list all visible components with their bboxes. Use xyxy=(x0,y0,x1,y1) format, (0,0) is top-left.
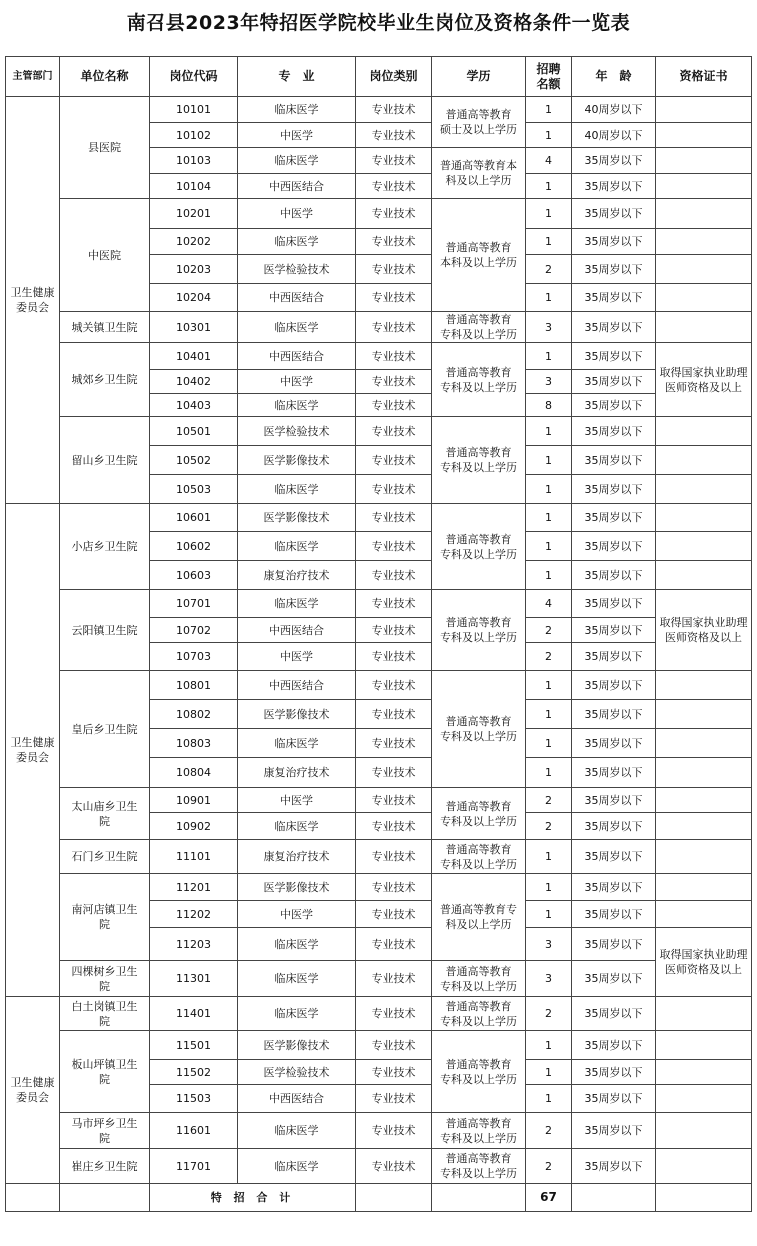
major-cell: 医学影像技术 xyxy=(238,1031,356,1060)
cert-cell xyxy=(656,174,752,199)
cert-cell xyxy=(656,758,752,788)
age-cell: 40周岁以下 xyxy=(572,97,656,123)
category-cell: 专业技术 xyxy=(356,370,432,394)
major-cell: 医学影像技术 xyxy=(238,874,356,901)
age-cell: 35周岁以下 xyxy=(572,532,656,561)
count-cell: 3 xyxy=(526,370,572,394)
cert-cell xyxy=(656,997,752,1031)
code-cell: 10101 xyxy=(150,97,238,123)
category-cell: 专业技术 xyxy=(356,1149,432,1184)
major-cell: 医学影像技术 xyxy=(238,446,356,475)
major-cell: 中医学 xyxy=(238,643,356,671)
age-cell: 35周岁以下 xyxy=(572,700,656,729)
cert-cell xyxy=(656,97,752,123)
age-cell: 35周岁以下 xyxy=(572,729,656,758)
cert-cell xyxy=(656,229,752,255)
code-cell: 10703 xyxy=(150,643,238,671)
table-row xyxy=(6,343,752,370)
code-cell: 10901 xyxy=(150,788,238,813)
count-cell: 1 xyxy=(526,174,572,199)
count-cell: 1 xyxy=(526,229,572,255)
code-cell: 10103 xyxy=(150,148,238,174)
count-cell: 1 xyxy=(526,700,572,729)
count-cell: 8 xyxy=(526,394,572,417)
age-cell: 35周岁以下 xyxy=(572,229,656,255)
category-cell: 专业技术 xyxy=(356,199,432,229)
major-cell: 中西医结合 xyxy=(238,174,356,199)
major-cell: 临床医学 xyxy=(238,148,356,174)
age-cell: 35周岁以下 xyxy=(572,618,656,643)
category-cell: 专业技术 xyxy=(356,590,432,618)
code-cell: 10702 xyxy=(150,618,238,643)
code-cell: 11401 xyxy=(150,997,238,1031)
cert-cell xyxy=(656,671,752,700)
age-cell: 35周岁以下 xyxy=(572,1149,656,1184)
unit-cell: 城关镇卫生院 xyxy=(60,312,150,343)
category-cell: 专业技术 xyxy=(356,618,432,643)
age-cell: 35周岁以下 xyxy=(572,148,656,174)
count-cell: 3 xyxy=(526,961,572,997)
major-cell: 康复治疗技术 xyxy=(238,840,356,874)
major-cell: 医学检验技术 xyxy=(238,1060,356,1085)
code-cell: 10801 xyxy=(150,671,238,700)
major-cell: 临床医学 xyxy=(238,394,356,417)
category-cell: 专业技术 xyxy=(356,671,432,700)
category-cell: 专业技术 xyxy=(356,97,432,123)
edu-cell: 普通高等教育 硕士及以上学历 xyxy=(432,97,526,148)
age-cell: 35周岁以下 xyxy=(572,961,656,997)
count-cell: 1 xyxy=(526,561,572,590)
code-cell: 10402 xyxy=(150,370,238,394)
category-cell: 专业技术 xyxy=(356,475,432,504)
cert-cell xyxy=(656,813,752,840)
total-empty xyxy=(572,1184,656,1212)
page-title: 南召县2023年特招医学院校毕业生岗位及资格条件一览表 xyxy=(126,12,631,34)
category-cell: 专业技术 xyxy=(356,1085,432,1113)
cert-cell xyxy=(656,532,752,561)
category-cell: 专业技术 xyxy=(356,446,432,475)
positions-table xyxy=(5,56,752,1212)
unit-cell: 留山乡卫生院 xyxy=(60,417,150,504)
category-cell: 专业技术 xyxy=(356,561,432,590)
edu-cell: 普通高等教育 本科及以上学历 xyxy=(432,199,526,312)
code-cell: 10202 xyxy=(150,229,238,255)
cert-cell xyxy=(656,475,752,504)
category-cell: 专业技术 xyxy=(356,229,432,255)
major-cell: 中医学 xyxy=(238,123,356,148)
unit-cell: 南河店镇卫生 院 xyxy=(60,874,150,961)
code-cell: 10601 xyxy=(150,504,238,532)
total-label: 特 招 合 计 xyxy=(150,1184,356,1212)
cert-cell: 取得国家执业助理 医师资格及以上 xyxy=(656,343,752,417)
code-cell: 10201 xyxy=(150,199,238,229)
code-cell: 10701 xyxy=(150,590,238,618)
code-cell: 11701 xyxy=(150,1149,238,1184)
count-cell: 1 xyxy=(526,1085,572,1113)
table-row xyxy=(6,199,752,229)
major-cell: 临床医学 xyxy=(238,729,356,758)
unit-cell: 白土岗镇卫生 院 xyxy=(60,997,150,1031)
code-cell: 10502 xyxy=(150,446,238,475)
major-cell: 医学检验技术 xyxy=(238,255,356,284)
category-cell: 专业技术 xyxy=(356,1113,432,1149)
cert-cell xyxy=(656,874,752,901)
cert-cell xyxy=(656,148,752,174)
code-cell: 11202 xyxy=(150,901,238,928)
category-cell: 专业技术 xyxy=(356,343,432,370)
total-empty xyxy=(432,1184,526,1212)
category-cell: 专业技术 xyxy=(356,1031,432,1060)
code-cell: 11501 xyxy=(150,1031,238,1060)
count-cell: 1 xyxy=(526,343,572,370)
age-cell: 35周岁以下 xyxy=(572,312,656,343)
major-cell: 临床医学 xyxy=(238,312,356,343)
code-cell: 10902 xyxy=(150,813,238,840)
count-cell: 1 xyxy=(526,758,572,788)
age-cell: 35周岁以下 xyxy=(572,813,656,840)
major-cell: 临床医学 xyxy=(238,928,356,961)
category-cell: 专业技术 xyxy=(356,148,432,174)
cert-cell xyxy=(656,199,752,229)
count-cell: 4 xyxy=(526,590,572,618)
header-row xyxy=(6,57,752,97)
age-cell: 35周岁以下 xyxy=(572,1060,656,1085)
cert-cell xyxy=(656,255,752,284)
edu-cell: 普通高等教育 专科及以上学历 xyxy=(432,840,526,874)
category-cell: 专业技术 xyxy=(356,928,432,961)
age-cell: 35周岁以下 xyxy=(572,394,656,417)
unit-cell: 石门乡卫生院 xyxy=(60,840,150,874)
table-row xyxy=(6,1031,752,1060)
unit-cell: 太山庙乡卫生 院 xyxy=(60,788,150,840)
age-cell: 35周岁以下 xyxy=(572,475,656,504)
code-cell: 10104 xyxy=(150,174,238,199)
code-cell: 10804 xyxy=(150,758,238,788)
count-cell: 4 xyxy=(526,148,572,174)
major-cell: 临床医学 xyxy=(238,997,356,1031)
major-cell: 中医学 xyxy=(238,370,356,394)
count-cell: 1 xyxy=(526,874,572,901)
edu-cell: 普通高等教育 专科及以上学历 xyxy=(432,1113,526,1149)
cert-cell xyxy=(656,788,752,813)
category-cell: 专业技术 xyxy=(356,700,432,729)
count-cell: 1 xyxy=(526,475,572,504)
category-cell: 专业技术 xyxy=(356,874,432,901)
code-cell: 10803 xyxy=(150,729,238,758)
cert-cell xyxy=(656,446,752,475)
cert-cell xyxy=(656,700,752,729)
table-row xyxy=(6,997,752,1031)
code-cell: 10403 xyxy=(150,394,238,417)
count-cell: 2 xyxy=(526,618,572,643)
major-cell: 临床医学 xyxy=(238,475,356,504)
cert-cell: 取得国家执业助理 医师资格及以上 xyxy=(656,928,752,997)
category-cell: 专业技术 xyxy=(356,729,432,758)
code-cell: 10802 xyxy=(150,700,238,729)
code-cell: 11201 xyxy=(150,874,238,901)
unit-cell: 马市坪乡卫生 院 xyxy=(60,1113,150,1149)
category-cell: 专业技术 xyxy=(356,174,432,199)
table-row xyxy=(6,671,752,700)
table-row xyxy=(6,590,752,618)
age-cell: 35周岁以下 xyxy=(572,874,656,901)
edu-cell: 普通高等教育 专科及以上学历 xyxy=(432,312,526,343)
edu-cell: 普通高等教育 专科及以上学历 xyxy=(432,417,526,504)
major-cell: 中西医结合 xyxy=(238,284,356,312)
unit-cell: 中医院 xyxy=(60,199,150,312)
unit-cell: 皇后乡卫生院 xyxy=(60,671,150,788)
total-row xyxy=(6,1184,752,1212)
category-cell: 专业技术 xyxy=(356,961,432,997)
edu-cell: 普通高等教育 专科及以上学历 xyxy=(432,504,526,590)
table-row xyxy=(6,1149,752,1184)
unit-cell: 小店乡卫生院 xyxy=(60,504,150,590)
cert-cell xyxy=(656,1060,752,1085)
age-cell: 35周岁以下 xyxy=(572,758,656,788)
count-cell: 1 xyxy=(526,199,572,229)
age-cell: 35周岁以下 xyxy=(572,643,656,671)
code-cell: 10102 xyxy=(150,123,238,148)
dept-cell: 卫生健康 委员会 xyxy=(6,97,60,504)
major-cell: 医学影像技术 xyxy=(238,504,356,532)
edu-cell: 普通高等教育 专科及以上学历 xyxy=(432,1149,526,1184)
major-cell: 康复治疗技术 xyxy=(238,758,356,788)
major-cell: 中医学 xyxy=(238,199,356,229)
major-cell: 医学检验技术 xyxy=(238,417,356,446)
cert-cell xyxy=(656,417,752,446)
cert-cell xyxy=(656,729,752,758)
category-cell: 专业技术 xyxy=(356,758,432,788)
major-cell: 临床医学 xyxy=(238,1113,356,1149)
count-cell: 1 xyxy=(526,123,572,148)
dept-cell: 卫生健康 委员会 xyxy=(6,997,60,1184)
code-cell: 10301 xyxy=(150,312,238,343)
major-cell: 临床医学 xyxy=(238,590,356,618)
count-cell: 2 xyxy=(526,643,572,671)
count-cell: 1 xyxy=(526,840,572,874)
category-cell: 专业技术 xyxy=(356,123,432,148)
header-edu: 学历 xyxy=(432,57,526,97)
code-cell: 11101 xyxy=(150,840,238,874)
major-cell: 临床医学 xyxy=(238,97,356,123)
header-dept: 主管部门 xyxy=(6,57,60,97)
cert-cell xyxy=(656,901,752,928)
category-cell: 专业技术 xyxy=(356,284,432,312)
category-cell: 专业技术 xyxy=(356,840,432,874)
table-row xyxy=(6,1113,752,1149)
cert-cell xyxy=(656,1031,752,1060)
unit-cell: 县医院 xyxy=(60,97,150,199)
header-age: 年 龄 xyxy=(572,57,656,97)
cert-cell xyxy=(656,284,752,312)
age-cell: 35周岁以下 xyxy=(572,1113,656,1149)
edu-cell: 普通高等教育 专科及以上学历 xyxy=(432,590,526,671)
code-cell: 11601 xyxy=(150,1113,238,1149)
age-cell: 35周岁以下 xyxy=(572,446,656,475)
total-empty xyxy=(6,1184,60,1212)
header-cert: 资格证书 xyxy=(656,57,752,97)
age-cell: 35周岁以下 xyxy=(572,370,656,394)
age-cell: 35周岁以下 xyxy=(572,590,656,618)
category-cell: 专业技术 xyxy=(356,813,432,840)
code-cell: 11203 xyxy=(150,928,238,961)
count-cell: 1 xyxy=(526,671,572,700)
major-cell: 中西医结合 xyxy=(238,1085,356,1113)
age-cell: 35周岁以下 xyxy=(572,504,656,532)
header-code: 岗位代码 xyxy=(150,57,238,97)
age-cell: 35周岁以下 xyxy=(572,174,656,199)
age-cell: 35周岁以下 xyxy=(572,788,656,813)
count-cell: 2 xyxy=(526,255,572,284)
edu-cell: 普通高等教育 专科及以上学历 xyxy=(432,788,526,840)
major-cell: 医学影像技术 xyxy=(238,700,356,729)
code-cell: 10602 xyxy=(150,532,238,561)
unit-cell: 城郊乡卫生院 xyxy=(60,343,150,417)
category-cell: 专业技术 xyxy=(356,997,432,1031)
table-row xyxy=(6,788,752,813)
total-value: 67 xyxy=(526,1184,572,1212)
count-cell: 2 xyxy=(526,813,572,840)
cert-cell xyxy=(656,1085,752,1113)
count-cell: 1 xyxy=(526,284,572,312)
cert-cell xyxy=(656,1149,752,1184)
code-cell: 10203 xyxy=(150,255,238,284)
code-cell: 10503 xyxy=(150,475,238,504)
code-cell: 10603 xyxy=(150,561,238,590)
unit-cell: 四棵树乡卫生 院 xyxy=(60,961,150,997)
category-cell: 专业技术 xyxy=(356,788,432,813)
count-cell: 2 xyxy=(526,997,572,1031)
edu-cell: 普通高等教育专 科及以上学历 xyxy=(432,874,526,961)
total-empty xyxy=(356,1184,432,1212)
age-cell: 35周岁以下 xyxy=(572,671,656,700)
total-empty xyxy=(60,1184,150,1212)
age-cell: 35周岁以下 xyxy=(572,417,656,446)
edu-cell: 普通高等教育 专科及以上学历 xyxy=(432,997,526,1031)
age-cell: 35周岁以下 xyxy=(572,901,656,928)
age-cell: 35周岁以下 xyxy=(572,1085,656,1113)
major-cell: 临床医学 xyxy=(238,1149,356,1184)
age-cell: 35周岁以下 xyxy=(572,343,656,370)
cert-cell xyxy=(656,840,752,874)
age-cell: 35周岁以下 xyxy=(572,1031,656,1060)
unit-cell: 云阳镇卫生院 xyxy=(60,590,150,671)
edu-cell: 普通高等教育本 科及以上学历 xyxy=(432,148,526,199)
count-cell: 1 xyxy=(526,97,572,123)
table-body xyxy=(6,97,752,1212)
cert-cell xyxy=(656,1113,752,1149)
age-cell: 35周岁以下 xyxy=(572,997,656,1031)
code-cell: 10501 xyxy=(150,417,238,446)
count-cell: 2 xyxy=(526,1149,572,1184)
code-cell: 11301 xyxy=(150,961,238,997)
count-cell: 1 xyxy=(526,1031,572,1060)
category-cell: 专业技术 xyxy=(356,394,432,417)
age-cell: 35周岁以下 xyxy=(572,255,656,284)
category-cell: 专业技术 xyxy=(356,643,432,671)
age-cell: 35周岁以下 xyxy=(572,928,656,961)
count-cell: 1 xyxy=(526,901,572,928)
category-cell: 专业技术 xyxy=(356,312,432,343)
count-cell: 3 xyxy=(526,312,572,343)
category-cell: 专业技术 xyxy=(356,504,432,532)
dept-cell: 卫生健康 委员会 xyxy=(6,504,60,997)
category-cell: 专业技术 xyxy=(356,417,432,446)
count-cell: 1 xyxy=(526,1060,572,1085)
code-cell: 11502 xyxy=(150,1060,238,1085)
major-cell: 中西医结合 xyxy=(238,343,356,370)
edu-cell: 普通高等教育 专科及以上学历 xyxy=(432,671,526,788)
code-cell: 10401 xyxy=(150,343,238,370)
major-cell: 中西医结合 xyxy=(238,671,356,700)
major-cell: 中西医结合 xyxy=(238,618,356,643)
cert-cell xyxy=(656,312,752,343)
table-row xyxy=(6,840,752,874)
edu-cell: 普通高等教育 专科及以上学历 xyxy=(432,961,526,997)
category-cell: 专业技术 xyxy=(356,901,432,928)
age-cell: 35周岁以下 xyxy=(572,199,656,229)
major-cell: 中医学 xyxy=(238,788,356,813)
category-cell: 专业技术 xyxy=(356,255,432,284)
header-unit: 单位名称 xyxy=(60,57,150,97)
code-cell: 11503 xyxy=(150,1085,238,1113)
major-cell: 临床医学 xyxy=(238,532,356,561)
cert-cell xyxy=(656,504,752,532)
header-major: 专 业 xyxy=(238,57,356,97)
table-row xyxy=(6,504,752,532)
major-cell: 临床医学 xyxy=(238,229,356,255)
age-cell: 35周岁以下 xyxy=(572,561,656,590)
age-cell: 35周岁以下 xyxy=(572,840,656,874)
header-count: 招聘 名额 xyxy=(526,57,572,97)
category-cell: 专业技术 xyxy=(356,1060,432,1085)
edu-cell: 普通高等教育 专科及以上学历 xyxy=(432,1031,526,1113)
unit-cell: 崔庄乡卫生院 xyxy=(60,1149,150,1184)
header-category: 岗位类别 xyxy=(356,57,432,97)
table-row xyxy=(6,97,752,123)
table-row xyxy=(6,312,752,343)
count-cell: 3 xyxy=(526,928,572,961)
age-cell: 40周岁以下 xyxy=(572,123,656,148)
major-cell: 临床医学 xyxy=(238,813,356,840)
edu-cell: 普通高等教育 专科及以上学历 xyxy=(432,343,526,417)
code-cell: 10204 xyxy=(150,284,238,312)
count-cell: 1 xyxy=(526,532,572,561)
count-cell: 2 xyxy=(526,788,572,813)
table-row xyxy=(6,874,752,901)
cert-cell xyxy=(656,561,752,590)
unit-cell: 板山坪镇卫生 院 xyxy=(60,1031,150,1113)
age-cell: 35周岁以下 xyxy=(572,284,656,312)
count-cell: 1 xyxy=(526,417,572,446)
count-cell: 1 xyxy=(526,504,572,532)
count-cell: 1 xyxy=(526,729,572,758)
count-cell: 1 xyxy=(526,446,572,475)
count-cell: 2 xyxy=(526,1113,572,1149)
category-cell: 专业技术 xyxy=(356,532,432,561)
cert-cell: 取得国家执业助理 医师资格及以上 xyxy=(656,590,752,671)
cert-cell xyxy=(656,123,752,148)
major-cell: 中医学 xyxy=(238,901,356,928)
total-empty xyxy=(656,1184,752,1212)
major-cell: 康复治疗技术 xyxy=(238,561,356,590)
table-row xyxy=(6,961,752,997)
major-cell: 临床医学 xyxy=(238,961,356,997)
table-row xyxy=(6,417,752,446)
